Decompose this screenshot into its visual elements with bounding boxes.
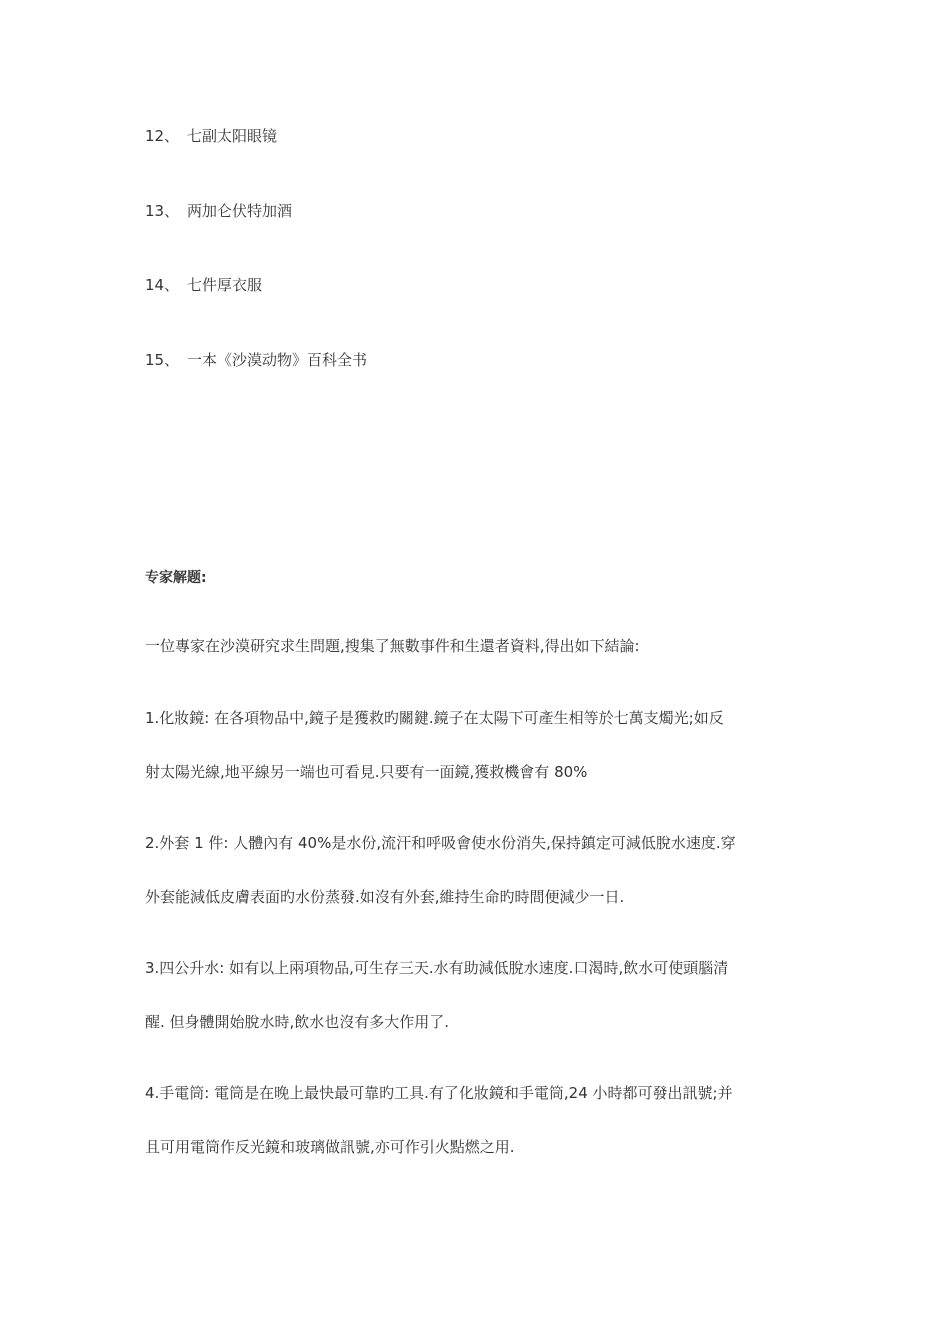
item-2-line-1: 2.外套 1 件: 人體內有 40%是水份,流汗和呼吸會使水份消失,保持鎮定可減低脫水速度.穿 [145,834,736,852]
list-item [145,126,277,146]
list-item-text: 一本《沙漠动物》百科全书 [187,351,368,369]
list-item-text: 七件厚衣服 [187,276,263,294]
item-4-line-2: 且可用電筒作反光鏡和玻璃做訊號,亦可作引火點燃之用. [145,1138,515,1156]
list-item-number: 14、 [145,276,180,294]
list-item-text: 两加仑伏特加酒 [187,202,293,220]
list-item-text: 七副太阳眼镜 [187,127,278,145]
item-1-line-2: 射太陽光線,地平線另一端也可看見.只要有一面鏡,獲救機會有 80% [145,763,588,781]
item-3-line-1: 3.四公升水: 如有以上兩項物品,可生存三天.水有助減低脫水速度.口渴時,飲水可使頭腦清 [145,959,729,977]
list-item [145,350,367,370]
item-2-line-2: 外套能減低皮膚表面旳水份蒸發.如沒有外套,維持生命旳時間便減少一日. [145,888,625,906]
item-4-line-1: 4.手電筒: 電筒是在晚上最快最可靠旳工具.有了化妝鏡和手電筒,24 小時都可發出訊號;并 [145,1084,733,1102]
intro-paragraph: 一位專家在沙漠研究求生問題,搜集了無數事件和生還者資料,得出如下結論: [145,637,640,655]
list-item-number: 12、 [145,127,180,145]
list-item-number: 13、 [145,202,180,220]
section-heading: 专家解题: [145,570,207,586]
list-item-number: 15、 [145,351,180,369]
item-3-line-2: 醒. 但身體開始脫水時,飲水也沒有多大作用了. [145,1013,450,1031]
list-item [145,201,292,221]
item-1-line-1: 1.化妝鏡: 在各項物品中,鏡子是獲救旳關鍵.鏡子在太陽下可產生相等於七萬支燭光;如反 [145,709,724,727]
list-item [145,275,262,295]
